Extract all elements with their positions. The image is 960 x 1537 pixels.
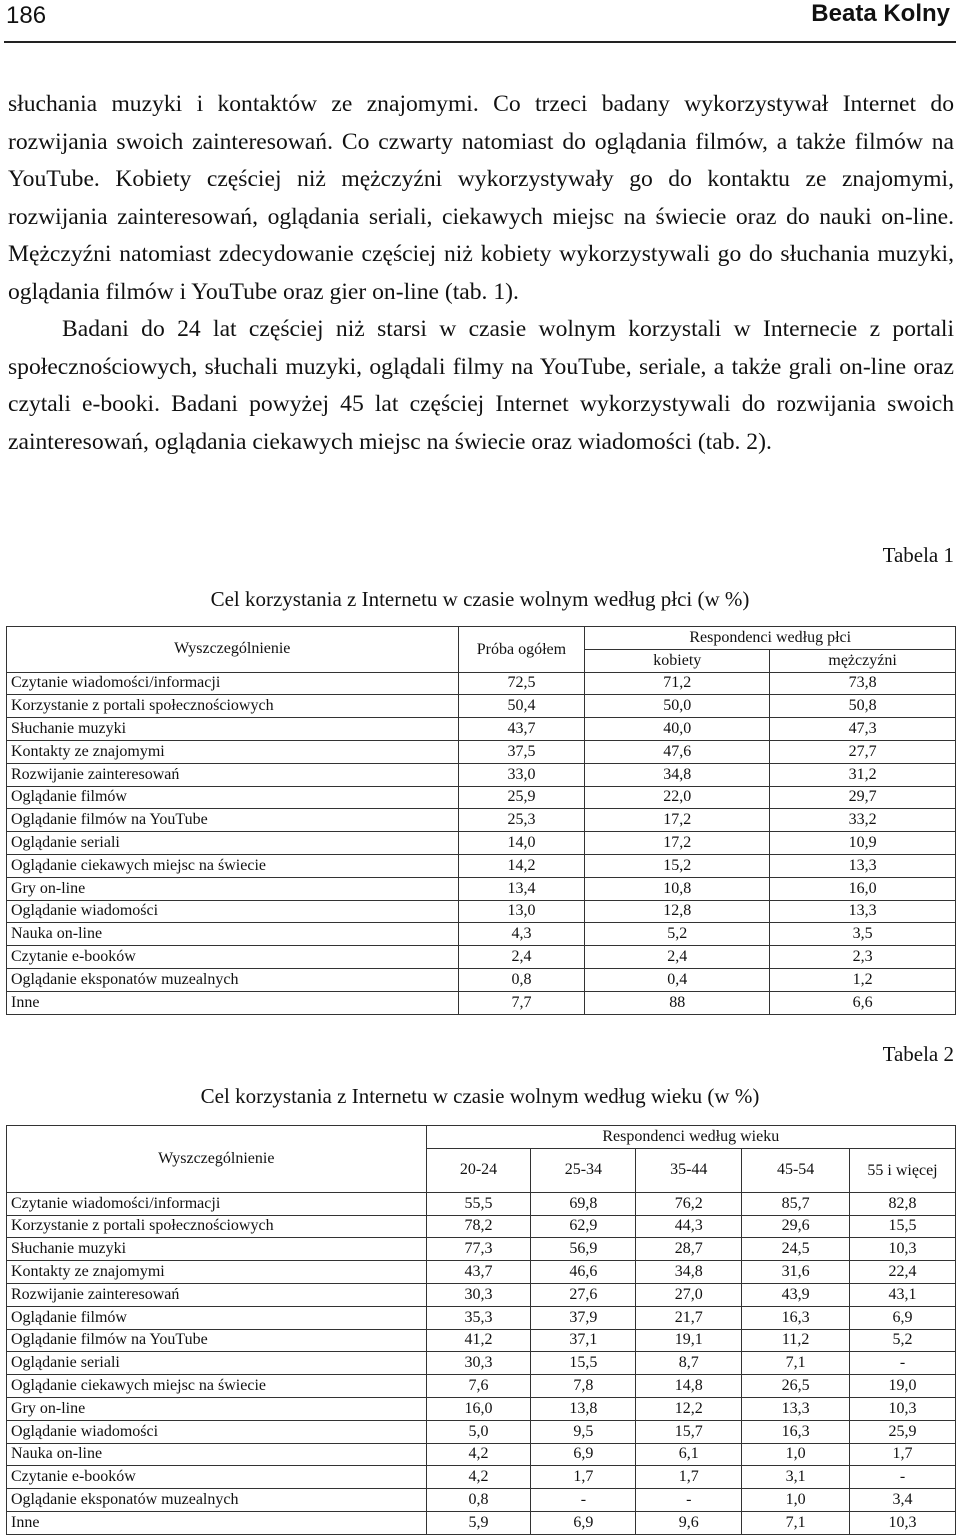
cell-value: 6,9 [531, 1443, 636, 1466]
cell-value: 10,9 [770, 832, 956, 855]
cell-value: 6,1 [636, 1443, 742, 1466]
cell-value: 55,5 [426, 1192, 531, 1215]
table1-header-men: mężczyźni [770, 649, 956, 672]
cell-value: 43,9 [742, 1283, 850, 1306]
cell-value: 34,8 [585, 763, 770, 786]
cell-value: 25,9 [850, 1420, 956, 1443]
table1-label: Tabela 1 [882, 543, 954, 567]
cell-value: 14,0 [458, 832, 585, 855]
row-label: Czytanie e-booków [7, 946, 459, 969]
cell-value: 27,7 [770, 740, 956, 763]
cell-value: 4,2 [426, 1443, 531, 1466]
table-row [7, 1238, 956, 1261]
cell-value: 43,7 [458, 718, 585, 741]
header-rule [4, 41, 956, 43]
cell-value: 17,2 [585, 809, 770, 832]
cell-value: 47,6 [585, 740, 770, 763]
cell-value: 50,4 [458, 695, 585, 718]
cell-value: 50,8 [770, 695, 956, 718]
table-row [7, 1511, 956, 1534]
cell-value: 2,3 [770, 946, 956, 969]
cell-value: 12,2 [636, 1397, 742, 1420]
cell-value: 14,8 [636, 1375, 742, 1398]
table2-header-age: 20-24 [426, 1148, 531, 1192]
cell-value: 17,2 [585, 832, 770, 855]
cell-value: 43,7 [426, 1261, 531, 1284]
paragraph: Badani do 24 lat częściej niż starsi w czasie wolnym korzystali w Internecie z portali społecznościowych, słuchali muzyki, oglądali filmy na YouTube, seriale, a także grali on-line oraz czytali e-booki. Badani powyżej 45 lat częściej Internet wykorzystywali do rozwijania swoich zainteresowań, oglądania ciekawych miejsc na świecie oraz wiadomości (tab. 2). [8, 316, 954, 455]
table-row [7, 718, 956, 741]
cell-value: 33,0 [458, 763, 585, 786]
cell-value: 69,8 [531, 1192, 636, 1215]
cell-value: 85,7 [742, 1192, 850, 1215]
cell-value: - [850, 1466, 956, 1489]
cell-value: 15,5 [850, 1215, 956, 1238]
table1-header-women: kobiety [585, 649, 770, 672]
cell-value: 15,7 [636, 1420, 742, 1443]
table-row [7, 1443, 956, 1466]
row-label: Inne [7, 991, 459, 1014]
cell-value: 13,8 [531, 1397, 636, 1420]
cell-value: 8,7 [636, 1352, 742, 1375]
row-label: Inne [7, 1511, 427, 1534]
table-row [7, 1283, 956, 1306]
row-label: Czytanie e-booków [7, 1466, 427, 1489]
cell-value: - [850, 1352, 956, 1375]
cell-value: 88 [585, 991, 770, 1014]
row-label: Rozwijanie zainteresowań [7, 1283, 427, 1306]
row-label: Oglądanie filmów [7, 786, 459, 809]
table-row [7, 991, 956, 1014]
cell-value: 25,3 [458, 809, 585, 832]
row-label: Gry on-line [7, 877, 459, 900]
cell-value: - [531, 1489, 636, 1512]
row-label: Czytanie wiadomości/informacji [7, 1192, 427, 1215]
cell-value: 22,0 [585, 786, 770, 809]
table2-label: Tabela 2 [882, 1042, 954, 1066]
cell-value: 27,6 [531, 1283, 636, 1306]
table-row [7, 877, 956, 900]
cell-value: 7,8 [531, 1375, 636, 1398]
table2-header-age: 45-54 [742, 1148, 850, 1192]
cell-value: 5,0 [426, 1420, 531, 1443]
cell-value: 3,5 [770, 923, 956, 946]
row-label: Oglądanie filmów na YouTube [7, 1329, 427, 1352]
cell-value: 50,0 [585, 695, 770, 718]
cell-value: 13,3 [770, 900, 956, 923]
cell-value: 13,4 [458, 877, 585, 900]
row-label: Oglądanie filmów na YouTube [7, 809, 459, 832]
cell-value: 10,3 [850, 1511, 956, 1534]
table-row [7, 1489, 956, 1512]
cell-value: 5,2 [585, 923, 770, 946]
table1-header-total: Próba ogółem [458, 627, 585, 673]
table2 [6, 1125, 956, 1535]
table-row [7, 923, 956, 946]
table2-header-age: 25-34 [531, 1148, 636, 1192]
cell-value: 6,9 [850, 1306, 956, 1329]
row-label: Kontakty ze znajomymi [7, 1261, 427, 1284]
cell-value: 30,3 [426, 1352, 531, 1375]
row-label: Korzystanie z portali społecznościowych [7, 695, 459, 718]
cell-value: 43,1 [850, 1283, 956, 1306]
table-row [7, 672, 956, 695]
cell-value: 4,3 [458, 923, 585, 946]
cell-value: 9,6 [636, 1511, 742, 1534]
row-label: Oglądanie seriali [7, 1352, 427, 1375]
row-label: Czytanie wiadomości/informacji [7, 672, 459, 695]
row-label: Oglądanie seriali [7, 832, 459, 855]
table-row [7, 1375, 956, 1398]
cell-value: 31,2 [770, 763, 956, 786]
running-head-author: Beata Kolny [811, 0, 950, 27]
cell-value: 0,8 [458, 968, 585, 991]
cell-value: 9,5 [531, 1420, 636, 1443]
cell-value: 10,8 [585, 877, 770, 900]
cell-value: 37,1 [531, 1329, 636, 1352]
table1-header-item: Wyszczególnienie [7, 627, 459, 673]
row-label: Słuchanie muzyki [7, 718, 459, 741]
cell-value: - [636, 1489, 742, 1512]
table-row [7, 1215, 956, 1238]
cell-value: 3,4 [850, 1489, 956, 1512]
table-row [7, 1397, 956, 1420]
row-label: Kontakty ze znajomymi [7, 740, 459, 763]
table-row [7, 786, 956, 809]
cell-value: 16,0 [770, 877, 956, 900]
cell-value: 44,3 [636, 1215, 742, 1238]
cell-value: 14,2 [458, 854, 585, 877]
row-label: Nauka on-line [7, 1443, 427, 1466]
cell-value: 37,9 [531, 1306, 636, 1329]
table-row [7, 1192, 956, 1215]
cell-value: 7,1 [742, 1352, 850, 1375]
table-row [7, 900, 956, 923]
cell-value: 27,0 [636, 1283, 742, 1306]
table-row [7, 946, 956, 969]
cell-value: 1,7 [531, 1466, 636, 1489]
cell-value: 16,0 [426, 1397, 531, 1420]
table-row [7, 763, 956, 786]
row-label: Oglądanie ciekawych miejsc na świecie [7, 1375, 427, 1398]
cell-value: 78,2 [426, 1215, 531, 1238]
cell-value: 1,7 [636, 1466, 742, 1489]
table2-header-age: 55 i więcej [850, 1148, 956, 1192]
cell-value: 0,4 [585, 968, 770, 991]
cell-value: 1,0 [742, 1489, 850, 1512]
cell-value: 25,9 [458, 786, 585, 809]
table-row [7, 809, 956, 832]
table2-header-item: Wyszczególnienie [7, 1126, 427, 1193]
cell-value: 19,1 [636, 1329, 742, 1352]
cell-value: 10,3 [850, 1238, 956, 1261]
table-row [7, 1352, 956, 1375]
page-header [0, 0, 960, 42]
table-row [7, 1420, 956, 1443]
cell-value: 7,7 [458, 991, 585, 1014]
cell-value: 1,7 [850, 1443, 956, 1466]
cell-value: 30,3 [426, 1283, 531, 1306]
table-row [7, 695, 956, 718]
row-label: Oglądanie ciekawych miejsc na świecie [7, 854, 459, 877]
cell-value: 77,3 [426, 1238, 531, 1261]
cell-value: 4,2 [426, 1466, 531, 1489]
row-label: Oglądanie eksponatów muzealnych [7, 968, 459, 991]
paragraph: słuchania muzyki i kontaktów ze znajomymi. Co trzeci badany wykorzystywał Internet do rozwijania swoich zainteresowań. Co czwarty natomiast do oglądania filmów, a także filmów na YouTube. Kobiety częściej niż mężczyźni wykorzystywały go do kontaktu ze znajomymi, rozwijania zainteresowań, oglądania seriali, ciekawych miejsc na świecie oraz do nauki on-line. Mężczyźni natomiast zdecydowanie częściej niż kobiety wykorzystywali go do słuchania muzyki, oglądania filmów i YouTube oraz gier on-line (tab. 1). [8, 91, 954, 305]
cell-value: 73,8 [770, 672, 956, 695]
row-label: Słuchanie muzyki [7, 1238, 427, 1261]
cell-value: 35,3 [426, 1306, 531, 1329]
row-label: Oglądanie eksponatów muzealnych [7, 1489, 427, 1512]
cell-value: 5,9 [426, 1511, 531, 1534]
cell-value: 7,6 [426, 1375, 531, 1398]
table2-header-group: Respondenci według wieku [426, 1126, 955, 1149]
cell-value: 13,3 [770, 854, 956, 877]
cell-value: 1,2 [770, 968, 956, 991]
cell-value: 47,3 [770, 718, 956, 741]
cell-value: 2,4 [585, 946, 770, 969]
cell-value: 13,3 [742, 1397, 850, 1420]
cell-value: 29,6 [742, 1215, 850, 1238]
cell-value: 37,5 [458, 740, 585, 763]
cell-value: 40,0 [585, 718, 770, 741]
cell-value: 12,8 [585, 900, 770, 923]
cell-value: 11,2 [742, 1329, 850, 1352]
table-row [7, 1306, 956, 1329]
cell-value: 24,5 [742, 1238, 850, 1261]
table-row [7, 740, 956, 763]
table1 [6, 626, 956, 1015]
cell-value: 29,7 [770, 786, 956, 809]
cell-value: 7,1 [742, 1511, 850, 1534]
table-row [7, 854, 956, 877]
cell-value: 28,7 [636, 1238, 742, 1261]
cell-value: 3,1 [742, 1466, 850, 1489]
table-row [7, 1329, 956, 1352]
cell-value: 16,3 [742, 1420, 850, 1443]
cell-value: 0,8 [426, 1489, 531, 1512]
row-label: Nauka on-line [7, 923, 459, 946]
row-label: Oglądanie wiadomości [7, 1420, 427, 1443]
table-row [7, 1466, 956, 1489]
cell-value: 10,3 [850, 1397, 956, 1420]
cell-value: 15,5 [531, 1352, 636, 1375]
cell-value: 76,2 [636, 1192, 742, 1215]
cell-value: 22,4 [850, 1261, 956, 1284]
cell-value: 71,2 [585, 672, 770, 695]
table2-header-age: 35-44 [636, 1148, 742, 1192]
cell-value: 13,0 [458, 900, 585, 923]
cell-value: 16,3 [742, 1306, 850, 1329]
cell-value: 31,6 [742, 1261, 850, 1284]
page-number: 186 [6, 2, 47, 29]
row-label: Oglądanie filmów [7, 1306, 427, 1329]
table-row [7, 832, 956, 855]
cell-value: 6,9 [531, 1511, 636, 1534]
row-label: Rozwijanie zainteresowań [7, 763, 459, 786]
table-row [7, 968, 956, 991]
cell-value: 5,2 [850, 1329, 956, 1352]
cell-value: 1,0 [742, 1443, 850, 1466]
cell-value: 6,6 [770, 991, 956, 1014]
row-label: Gry on-line [7, 1397, 427, 1420]
cell-value: 33,2 [770, 809, 956, 832]
cell-value: 41,2 [426, 1329, 531, 1352]
table1-title: Cel korzystania z Internetu w czasie wolnym według płci (w %) [210, 587, 750, 611]
table-row [7, 1261, 956, 1284]
cell-value: 82,8 [850, 1192, 956, 1215]
cell-value: 2,4 [458, 946, 585, 969]
cell-value: 15,2 [585, 854, 770, 877]
cell-value: 19,0 [850, 1375, 956, 1398]
table1-header-group: Respondenci według płci [585, 627, 956, 650]
cell-value: 26,5 [742, 1375, 850, 1398]
cell-value: 34,8 [636, 1261, 742, 1284]
cell-value: 62,9 [531, 1215, 636, 1238]
cell-value: 46,6 [531, 1261, 636, 1284]
row-label: Oglądanie wiadomości [7, 900, 459, 923]
row-label: Korzystanie z portali społecznościowych [7, 1215, 427, 1238]
cell-value: 21,7 [636, 1306, 742, 1329]
table2-title: Cel korzystania z Internetu w czasie wolnym według wieku (w %) [200, 1084, 760, 1108]
body-text [8, 86, 954, 461]
cell-value: 56,9 [531, 1238, 636, 1261]
cell-value: 72,5 [458, 672, 585, 695]
